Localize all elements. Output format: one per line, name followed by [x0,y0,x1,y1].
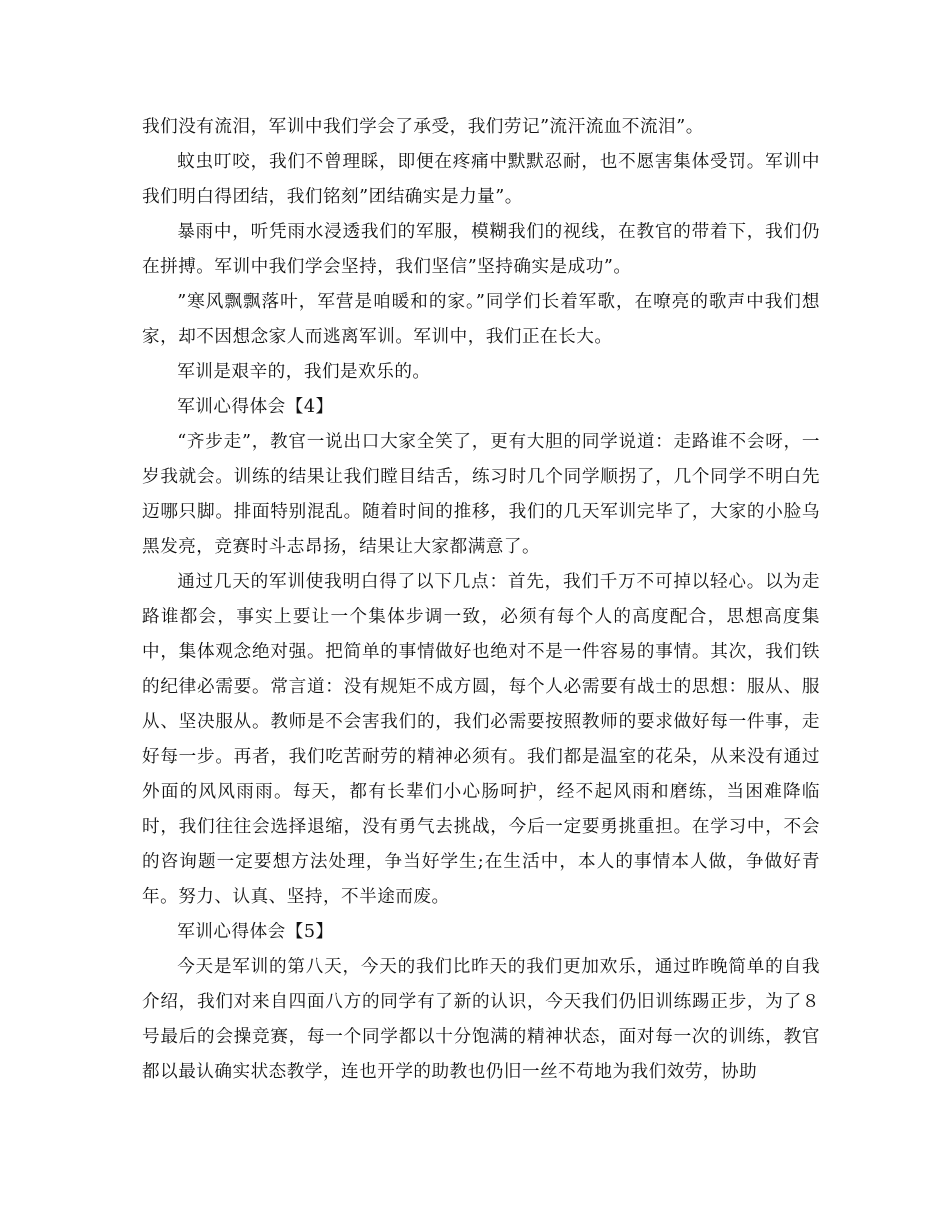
paragraph: 暴雨中，听凭雨水浸透我们的军服，模糊我们的视线，在教官的带着下，我们仍在拼搏。军训中我们学会坚持，我们坚信”坚持确实是成功”。 [142,222,820,277]
paragraph: 通过几天的军训使我明白得了以下几点：首先，我们千万不可掉以轻心。以为走路谁都会，事实上要让一个集体步调一致，必须有每个人的高度配合，思想高度集中，集体观念绝对强。把简单的事情做好也绝对不是一件容易的事情。其次，我们铁的纪律必需要。常言道：没有规矩不成方圆，每个人必需要有战士的思想：服从、服从、坚决服从。教师是不会害我们的，我们必需要按照教师的要求做好每一件事，走好每一步。再者，我们吃苦耐劳的精神必须有。我们都是温室的花朵，从来没有通过外面的风风雨雨。每天，都有长辈们小心肠呵护，经不起风雨和磨练，当困难降临时，我们往往会选择退缩，没有勇气去挑战，今后一定要勇挑重担。在学习中，不会的咨询题一定要想方法处理，争当好学生;在生活中，本人的事情本人做，争做好青年。努力、认真、坚持，不半途而废。 [142,572,820,907]
paragraph: 今天是军训的第八天，今天的我们比昨天的我们更加欢乐，通过昨晚简单的自我介绍，我们对来自四面八方的同学有了新的认识，今天我们仍旧训练踢正步，为了８号最后的会操竞赛，每一个同学都以十分饱满的精神状态，面对每一次的训练，教官都以最认确实状态教学，连也开学的助教也仍旧一丝不苟地为我们效劳，协助 [142,957,820,1082]
paragraph: 蚊虫叮咬，我们不曾理睬，即便在疼痛中默默忍耐，也不愿害集体受罚。军训中我们明白得团结，我们铭刻”团结确实是力量”。 [142,152,820,207]
paragraph: ”寒风飘飘落叶，军营是咱暖和的家。”同学们长着军歌，在嘹亮的歌声中我们想家，却不因想念家人而逃离军训。军训中，我们正在长大。 [142,292,820,347]
section-heading-4: 军训心得体会【4】 [177,397,334,417]
section-heading-5: 军训心得体会【5】 [177,922,334,942]
paragraph: “齐步走”，教官一说出口大家全笑了，更有大胆的同学说道：走路谁不会呀，一岁我就会。训练的结果让我们瞠目结舌，练习时几个同学顺拐了，几个同学不明白先迈哪只脚。排面特别混乱。随着时间的推移，我们的几天军训完毕了，大家的小脸乌黑发亮，竞赛时斗志昂扬，结果让大家都满意了。 [142,432,820,557]
document-body [142,110,820,1090]
paragraph-continuation: 我们没有流泪，军训中我们学会了承受，我们劳记”流汗流血不流泪”。 [142,117,704,137]
paragraph: 军训是艰辛的，我们是欢乐的。 [177,362,431,382]
